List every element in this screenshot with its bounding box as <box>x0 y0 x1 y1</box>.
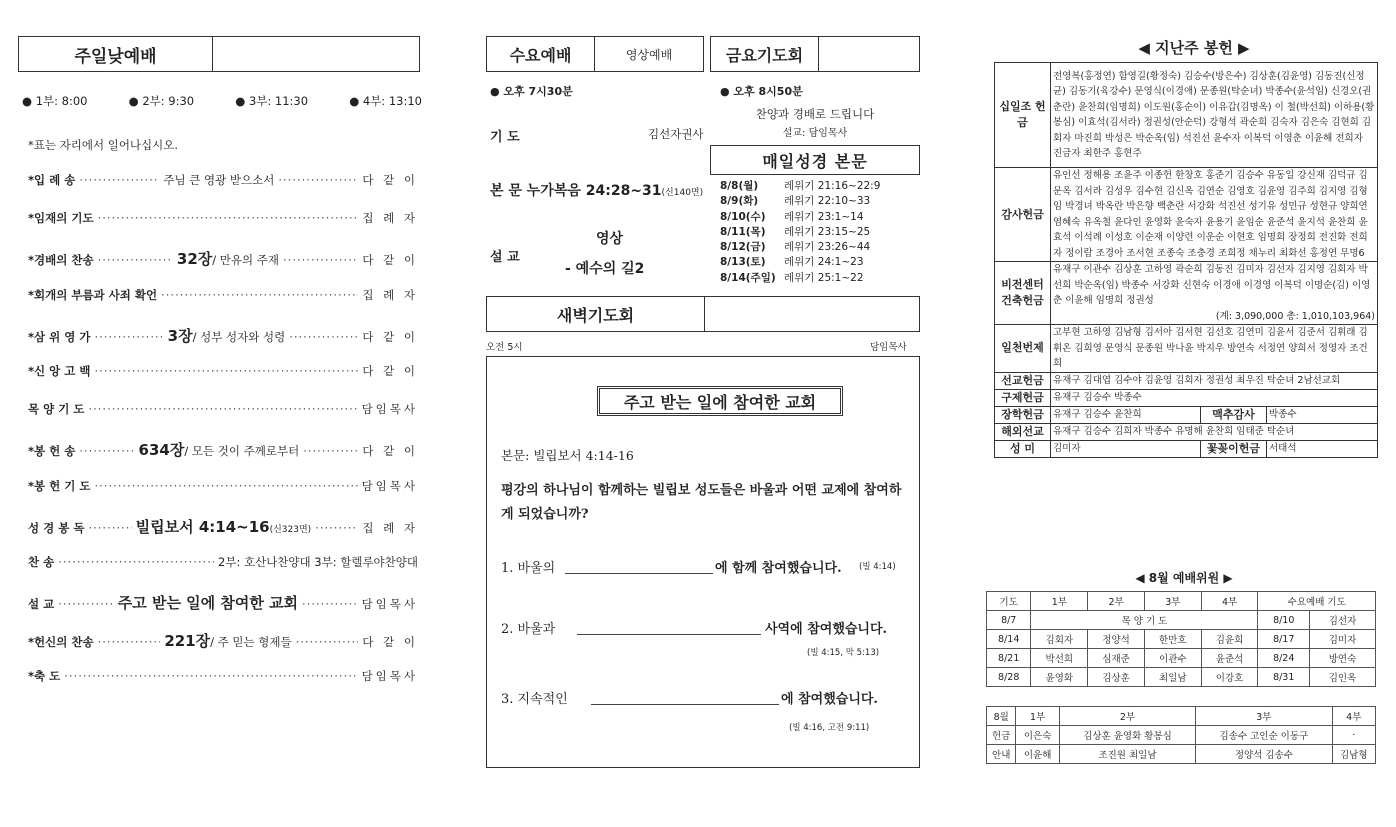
order-dots <box>64 669 357 683</box>
offering-label-2: 맥추감사 <box>1201 406 1267 423</box>
q3-end: 에 참여했습니다. <box>781 692 878 707</box>
order-dots <box>98 211 359 225</box>
offering-names <box>1051 168 1378 262</box>
schedule2-cell: 정양석 김송수 <box>1196 745 1332 764</box>
daily-bible-title: 매일성경 본문 <box>710 145 920 175</box>
order-dots <box>302 597 358 611</box>
q1-start: 1. 바울의 <box>501 561 556 576</box>
order-dots <box>94 330 163 344</box>
offering-row <box>995 372 1378 389</box>
reading-row <box>720 210 880 225</box>
friday-line2: 설교: 담임목사 <box>782 128 848 139</box>
friday-title: 금요기도회 <box>711 37 819 71</box>
study-question: 평강의 하나님이 함께하는 빌립보 성도들은 바울과 어떤 교제에 참여하게 되었습니까? <box>501 483 902 522</box>
offering-names <box>1051 372 1378 389</box>
schedule-person: 이관수 <box>1144 649 1201 668</box>
order-right: 집 례 자 <box>362 211 418 226</box>
friday-title-box <box>710 36 920 72</box>
offering-total: (계: 3,090,000 총: 1,010,103,964) <box>1215 310 1375 322</box>
schedule-header-cell: 4부 <box>1201 592 1258 611</box>
offering-row <box>995 423 1378 440</box>
order-of-worship <box>28 172 418 707</box>
schedule-header-cell: 수요예배 기도 <box>1258 592 1376 611</box>
study-passage: 본문: 빌립보서 4:14-16 <box>501 448 634 463</box>
order-right: 다 같 이 <box>362 363 418 378</box>
order-name: *회개의 부름과 사죄 확언 <box>28 287 158 302</box>
order-dots <box>79 444 134 458</box>
schedule-table <box>986 591 1376 687</box>
schedule2-header-cell: 8월 <box>987 707 1016 726</box>
schedule2-cell: 김남형 <box>1332 745 1375 764</box>
q2-end: 사역에 참여했습니다. <box>765 622 888 637</box>
order-right: 다 같 이 <box>362 329 418 344</box>
order-dots <box>88 402 357 416</box>
offering-column <box>960 0 1396 827</box>
middle-column <box>470 0 930 827</box>
schedule-merged: 목 양 기 도 <box>1031 611 1258 630</box>
order-row <box>28 363 418 401</box>
schedule2-cell: 안내 <box>987 745 1016 764</box>
schedule-table-2 <box>986 706 1376 764</box>
offering-names-text: 유재구 이관수 김상훈 고하영 곽순희 김동진 김미자 김선자 김지영 김회자 박선희 박순옥(임) 박종수 서강화 신현숙 이경애 이경영 이복덕 이명순(김) 이영춘 이윤해 임명희 정권성 <box>1053 264 1371 306</box>
schedule-date: 8/21 <box>987 649 1031 668</box>
offering-names: 유재구 김승수 윤찬희 <box>1051 406 1201 423</box>
reading-text: 레위기 22:10~33 <box>784 195 871 208</box>
order-mid: / 만유의 주재 <box>212 253 280 268</box>
dawn-time: 오전 5시 <box>486 342 523 353</box>
order-row <box>28 401 418 439</box>
schedule-row <box>987 668 1376 687</box>
q3-ref: (빌 4:16, 고전 9:11) <box>789 723 870 733</box>
order-dots <box>278 173 358 187</box>
q2-blank <box>577 634 761 635</box>
schedule2-header-cell: 4부 <box>1332 707 1375 726</box>
order-right: 담임목사 <box>361 669 418 684</box>
wednesday-title-box <box>486 36 704 72</box>
schedule-wed-person: 김선자 <box>1310 611 1376 630</box>
time-2: ● 2부: 9:30 <box>128 94 195 108</box>
offering-label: 감사헌금 <box>995 168 1051 262</box>
order-dots <box>94 479 357 493</box>
reading-text: 레위기 23:15~25 <box>784 225 871 238</box>
order-mid: / 주 믿는 형제들 <box>210 635 292 650</box>
schedule2-cell: 김송수 고인순 이동구 <box>1196 726 1332 745</box>
schedule-wed-date: 8/17 <box>1258 630 1310 649</box>
wednesday-text <box>490 180 703 200</box>
order-name: *헌신의 찬송 <box>28 635 94 650</box>
offering-row <box>995 440 1378 457</box>
q3-blank <box>591 704 779 705</box>
offering-row <box>995 389 1378 406</box>
schedule2-header <box>987 707 1376 726</box>
schedule-person: 윤준석 <box>1201 649 1258 668</box>
schedule-wed-person: 김미자 <box>1310 630 1376 649</box>
reading-text: 레위기 25:1~22 <box>784 271 864 284</box>
order-name: *임재의 기도 <box>28 211 94 226</box>
offering-label: 비전센터 건축헌금 <box>995 262 1051 325</box>
wednesday-text-page: (신140면) <box>661 188 704 198</box>
order-row <box>28 172 418 210</box>
reading-date: 8/12(금) <box>720 241 766 254</box>
schedule2-header-cell: 3부 <box>1196 707 1332 726</box>
order-mid-small: (신323면) <box>269 524 312 535</box>
offerings-table <box>994 62 1378 458</box>
reading-date: 8/10(수) <box>720 210 766 223</box>
offering-label: 선교헌금 <box>995 372 1051 389</box>
order-dots <box>283 253 358 267</box>
offering-label: 성 미 <box>995 440 1051 457</box>
order-mid: 주님 큰 영광 받으소서 <box>163 173 275 187</box>
q1-end: 에 함께 참여했습니다. <box>715 561 842 576</box>
order-row <box>28 630 418 668</box>
offerings-title: ◀ 지난주 봉헌 ▶ <box>1138 39 1250 57</box>
order-mid-big: 빌립보서 4:14~16 <box>135 517 270 536</box>
order-right: 다 같 이 <box>362 635 419 650</box>
offering-label: 장학헌금 <box>995 406 1051 423</box>
order-row <box>28 668 418 706</box>
wednesday-sermon-line1: 영상 <box>596 231 624 247</box>
reading-text: 레위기 23:26~44 <box>784 241 871 254</box>
order-row <box>28 554 418 592</box>
order-name: *입 례 송 <box>28 173 76 187</box>
offering-names <box>1051 63 1378 168</box>
schedule-person: 박선희 <box>1031 649 1088 668</box>
order-right: 다 같 이 <box>362 444 419 459</box>
schedule2-cell: 이은숙 <box>1016 726 1059 745</box>
order-name: *신 앙 고 백 <box>28 363 91 378</box>
offering-names <box>1051 389 1378 406</box>
schedule-row <box>987 611 1376 630</box>
order-row <box>28 287 418 325</box>
offering-names-text: 유인선 정해용 조윤주 이종헌 한창호 홍준기 김승수 유동일 강신재 김덕규 김문옥 김서라 김성우 김수현 김신옥 김연순 김영호 김윤영 김주희 김지영 김형임 박경녀 박옥란 박은향 백춘란 서강화 석진선 성기유 성민규 성현규 양희연 염혜숙 유옥철 윤다인 윤영화 윤숙자 윤용기 윤임순 윤준석 윤지석 윤찬희 윤효석 이석례 이성호 이순재 이양련 이운순 이현호 임명희 장정희 전진화 전희자 정이람 조경아 조서현 조종숙 조충경 조희정 채누리 최화선 홍정연 무명6 <box>1053 170 1368 259</box>
offering-row <box>995 325 1378 373</box>
schedule-header-cell: 2부 <box>1088 592 1145 611</box>
order-right: 집 례 자 <box>362 287 418 302</box>
reading-row <box>720 179 880 194</box>
reading-date: 8/13(토) <box>720 256 766 269</box>
schedule2-row <box>987 726 1376 745</box>
offering-row <box>995 406 1378 423</box>
schedule2-row <box>987 745 1376 764</box>
order-row <box>28 325 418 363</box>
order-row <box>28 210 418 248</box>
offering-names-2: 서태석 <box>1267 440 1378 457</box>
q1-blank <box>565 573 713 574</box>
wednesday-prayer-label: 기 도 <box>490 130 520 145</box>
offering-row <box>995 168 1378 262</box>
reading-row <box>720 194 880 209</box>
order-row <box>28 439 418 477</box>
schedule-date: 8/7 <box>987 611 1031 630</box>
sunday-title-box <box>18 36 420 72</box>
offering-names-text: 유재구 김대엽 김수야 김윤영 김회자 정권성 최우진 탁순녀 2남선교회 <box>1053 374 1341 386</box>
schedule-wed-person: 방연숙 <box>1310 649 1376 668</box>
schedule-title: ◀ 8월 예배위원 ▶ <box>1135 571 1233 585</box>
offering-label: 구제헌금 <box>995 389 1051 406</box>
order-name: 목 양 기 도 <box>28 402 85 417</box>
order-right: 다 같 이 <box>362 173 419 187</box>
time-3: ● 3부: 11:30 <box>235 94 309 108</box>
reading-row <box>720 225 880 240</box>
order-name: *축 도 <box>28 669 61 684</box>
order-dots <box>88 521 131 535</box>
dawn-title-box <box>486 296 920 332</box>
order-dots <box>303 444 358 458</box>
schedule2-cell: 이윤해 <box>1016 745 1059 764</box>
reading-date: 8/14(주일) <box>720 271 776 284</box>
schedule-wed-date: 8/31 <box>1258 668 1310 687</box>
dawn-leader: 담임목사 <box>870 342 907 353</box>
sunday-title-blank <box>213 37 419 71</box>
schedule-person: 윤영화 <box>1031 668 1088 687</box>
order-name: 성 경 봉 독 <box>28 520 85 535</box>
order-mid: / 성부 성자와 성령 <box>192 329 286 344</box>
order-mid-big: 634장 <box>138 441 185 460</box>
order-row <box>28 516 418 554</box>
schedule-person: 최일남 <box>1144 668 1201 687</box>
offering-names-2: 박종수 <box>1267 406 1378 423</box>
offering-row <box>995 63 1378 168</box>
offering-label: 십일조 헌금 <box>995 63 1051 168</box>
order-name: *삼 위 영 가 <box>28 329 91 344</box>
reading-row <box>720 271 880 286</box>
q2-start: 2. 바울과 <box>501 622 556 637</box>
offering-names: 김미자 <box>1051 440 1201 457</box>
order-row <box>28 592 418 630</box>
schedule-header-cell: 기도 <box>987 592 1031 611</box>
reading-text: 레위기 24:1~23 <box>784 256 864 269</box>
order-right: 담임목사 <box>361 402 418 417</box>
reading-row <box>720 240 880 255</box>
wednesday-prayer-person: 김선자권사 <box>648 127 704 141</box>
order-right: 담임목사 <box>361 478 418 493</box>
standing-notice: *표는 자리에서 일어나십시오. <box>28 138 179 152</box>
order-dots <box>289 330 358 344</box>
time-4: ● 4부: 13:10 <box>349 94 422 108</box>
schedule-person: 김회자 <box>1031 630 1088 649</box>
order-mid-big: 3장 <box>167 326 193 345</box>
wednesday-sub: 영상예배 <box>625 47 673 62</box>
schedule2-cell: 헌금 <box>987 726 1016 745</box>
offering-row <box>995 262 1378 325</box>
schedule-wed-date: 8/10 <box>1258 611 1310 630</box>
offering-label: 해외선교 <box>995 423 1051 440</box>
reading-date: 8/11(목) <box>720 225 766 238</box>
offering-names <box>1051 325 1378 373</box>
q2-ref: (빌 4:15, 막 5:13) <box>807 648 880 658</box>
schedule-header <box>987 592 1376 611</box>
schedule-date: 8/28 <box>987 668 1031 687</box>
offering-names-text: 유재구 김승수 박종수 <box>1053 391 1142 403</box>
sunday-column <box>0 0 440 827</box>
schedule2-cell: · <box>1332 726 1375 745</box>
order-dots <box>161 288 358 302</box>
schedule2-cell: 조진원 최일남 <box>1059 745 1195 764</box>
offering-label: 일천번제 <box>995 325 1051 373</box>
daily-bible-list <box>720 179 880 286</box>
sunday-times <box>22 93 422 109</box>
schedule-row <box>987 649 1376 668</box>
offering-names <box>1051 262 1378 325</box>
order-mid: / 모든 것이 주께로부터 <box>184 444 300 459</box>
order-dots <box>79 173 159 187</box>
reading-text: 레위기 23:1~14 <box>784 210 864 223</box>
schedule-person: 한만호 <box>1144 630 1201 649</box>
q1-ref: (빌 4:14) <box>859 562 896 572</box>
offering-label-2: 꽃꽂이헌금 <box>1201 440 1267 457</box>
time-1: ● 1부: 8:00 <box>22 94 88 108</box>
order-row <box>28 478 418 516</box>
bible-study-box <box>486 356 920 768</box>
schedule-date: 8/14 <box>987 630 1031 649</box>
schedule-wed-date: 8/24 <box>1258 649 1310 668</box>
schedule2-header-cell: 2부 <box>1059 707 1195 726</box>
offering-names <box>1051 423 1378 440</box>
sunday-title: 주일낮예배 <box>19 37 213 71</box>
q3-start: 3. 지속적인 <box>501 692 568 707</box>
wednesday-text-label: 본 문 누가복음 24:28~31 <box>490 183 662 199</box>
order-dots <box>98 253 173 267</box>
order-dots <box>296 635 359 649</box>
schedule-wed-person: 김인옥 <box>1310 668 1376 687</box>
order-right: 다 같 이 <box>362 253 418 268</box>
order-name: 찬 송 <box>28 554 55 569</box>
offering-names-text: 고부현 고하영 김남형 김서아 김서현 김선호 김연미 김윤서 김준서 김휘래 김휘온 김희영 문영식 문종원 박나윤 박지우 방연숙 서정연 양희서 정영자 조건희 <box>1053 327 1368 369</box>
schedule-person: 이강호 <box>1201 668 1258 687</box>
reading-row <box>720 255 880 270</box>
order-mid-big: 32장 <box>176 250 213 269</box>
friday-time: ● 오후 8시50분 <box>720 85 803 98</box>
reading-text: 레위기 21:16~22:9 <box>784 180 881 192</box>
schedule-header-cell: 3부 <box>1144 592 1201 611</box>
schedule-header-cell: 1부 <box>1031 592 1088 611</box>
schedule2-header-cell: 1부 <box>1016 707 1059 726</box>
order-dots <box>58 597 114 611</box>
wednesday-time: ● 오후 7시30분 <box>490 85 573 98</box>
schedule-person: 심재준 <box>1088 649 1145 668</box>
offering-names-text: 전영복(홍정연) 함영길(황정숙) 김승수(방은수) 김상훈(김윤영) 김동진(신정균) 김동기(육강수) 문영식(이경애) 문종원(탁순녀) 박종수(윤석임) 신경오(권춘란) 윤찬희(임명희) 이도원(홍순이) 이유갑(김명옥) 이 철(박선희) 이하용(황봉심) 이효석(김서라) 정권성(안순덕) 강형석 곽순희 김숙자 김은숙 김현희 김회자 마진희 박성은 박순옥(임) 석진선 윤수자 이복덕 이영춘 이윤해 전희자 진금자 최한주 홍현주 <box>1053 70 1375 159</box>
order-mid-big: 221장 <box>164 632 211 651</box>
offering-names-text: 유재구 김승수 김희자 박종수 유명해 윤찬희 임태준 탁순녀 <box>1053 425 1295 437</box>
reading-date: 8/8(월) <box>720 180 759 192</box>
reading-date: 8/9(화) <box>720 195 759 208</box>
order-mid: 2부: 호산나찬양대 3부: 할렐루야찬양대 <box>218 554 418 569</box>
order-right: 담임목사 <box>361 597 419 612</box>
schedule2-cell: 김상훈 윤영화 황봉심 <box>1059 726 1195 745</box>
order-name: *경배의 찬송 <box>28 253 94 268</box>
order-dots <box>315 521 358 535</box>
schedule-person: 김상훈 <box>1088 668 1145 687</box>
order-row <box>28 248 418 286</box>
order-name: *봉 헌 기 도 <box>28 478 91 493</box>
dawn-title: 새벽기도회 <box>487 297 705 331</box>
order-name: *봉 헌 송 <box>28 444 76 459</box>
study-title: 주고 받는 일에 참여한 교회 <box>597 386 843 416</box>
order-name: 설 교 <box>28 597 55 612</box>
friday-line1: 찬양과 경배로 드립니다 <box>755 107 875 121</box>
schedule-person: 정양석 <box>1088 630 1145 649</box>
order-dots <box>94 364 358 378</box>
wednesday-title: 수요예배 <box>487 37 595 71</box>
order-mid-big: 주고 받는 일에 참여한 교회 <box>117 594 299 613</box>
wednesday-sermon-label: 설 교 <box>490 250 520 265</box>
schedule-person: 김윤희 <box>1201 630 1258 649</box>
wednesday-sermon-line2: - 예수의 길2 <box>565 261 645 277</box>
order-dots <box>98 635 161 649</box>
order-dots <box>58 555 214 569</box>
schedule-row <box>987 630 1376 649</box>
order-right: 집 례 자 <box>362 520 418 535</box>
